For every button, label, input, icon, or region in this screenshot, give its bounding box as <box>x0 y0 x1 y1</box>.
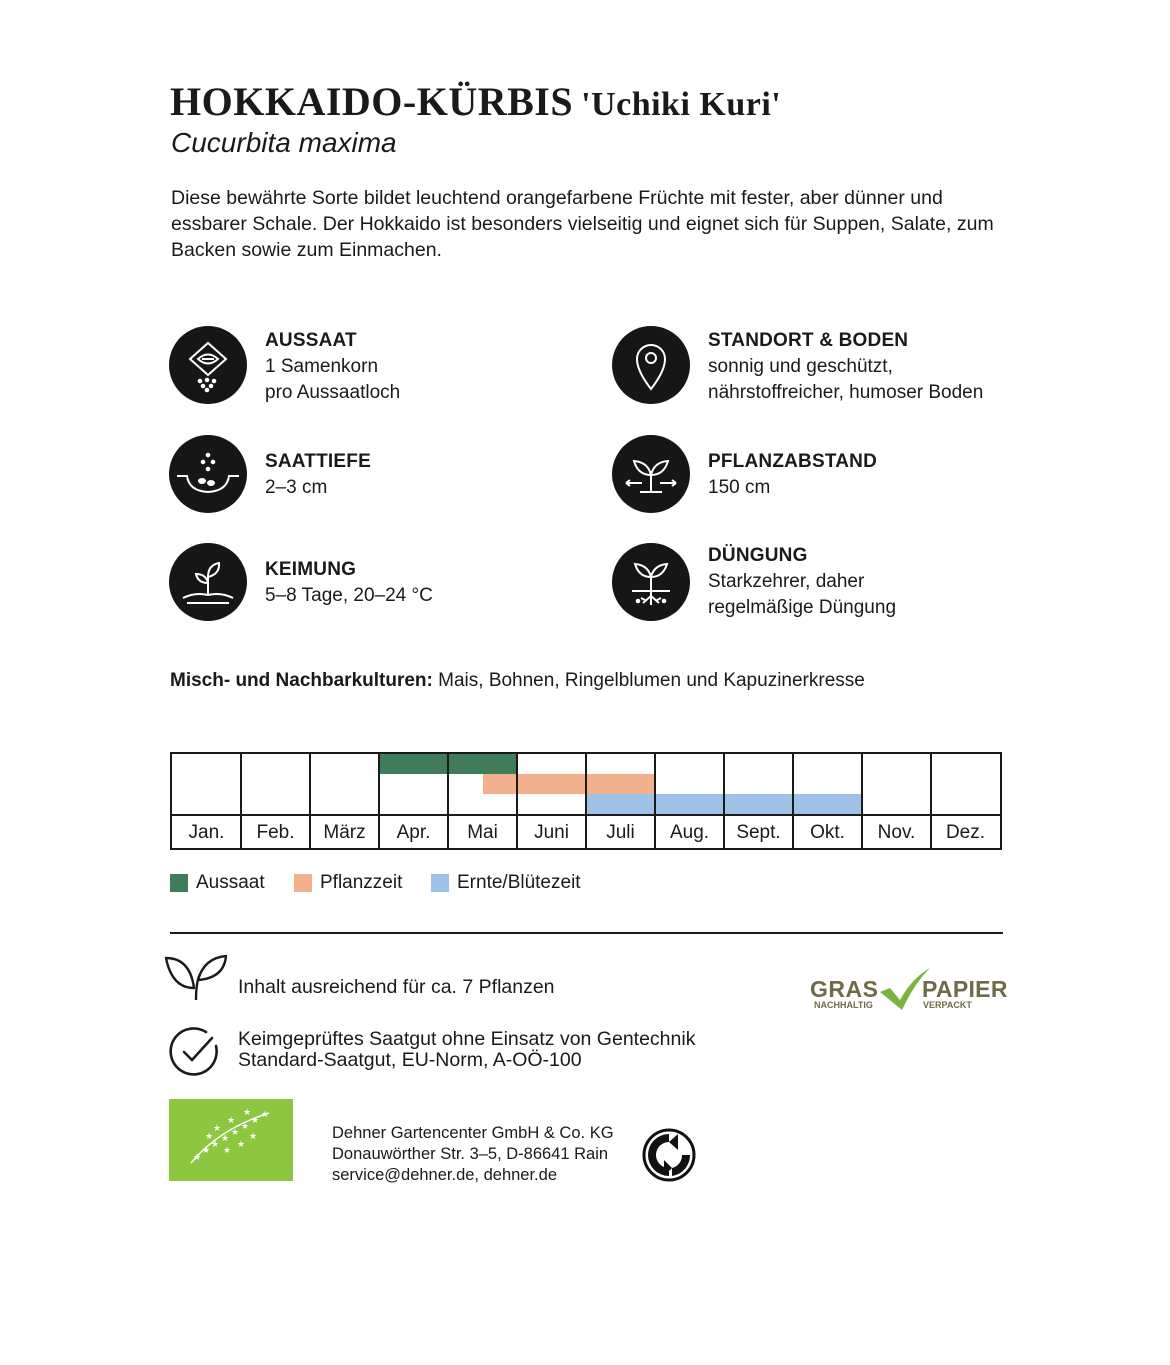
eu-organic-logo <box>169 1099 293 1181</box>
eu-star: ★ <box>249 1131 258 1141</box>
eu-star: ★ <box>241 1121 250 1131</box>
green-dot-recycling-icon <box>642 1128 696 1187</box>
eu-star: ★ <box>227 1115 236 1125</box>
saattiefe-heading: SAATTIEFE <box>265 451 371 472</box>
product-name: HOKKAIDO-KÜRBIS <box>170 79 574 124</box>
sprout-icon <box>169 543 247 621</box>
calendar-month-label: Aug. <box>669 822 710 843</box>
product-description: Diese bewährte Sorte bildet leuchtend orangefarbene Früchte mit fester, aber dünner und essbarer Schale. Der Hokkaido ist besonders vielseitig und eignet sich für Suppen, Salate, zum Backen sowie zum Einmachen. <box>171 187 994 261</box>
calendar-month-label: Mai <box>467 822 498 843</box>
calendar-month-label: Nov. <box>877 822 916 843</box>
eu-star: ★ <box>223 1145 232 1155</box>
legend-swatch-pflanzzeit <box>294 874 312 892</box>
cultivar-name: 'Uchiki Kuri' <box>581 86 782 123</box>
eu-star: ★ <box>193 1152 202 1162</box>
product-title <box>170 78 781 125</box>
aussaat-line1: 1 Samenkorn <box>265 356 379 377</box>
plant-spacing-icon <box>612 435 690 513</box>
keimung-line1: 5–8 Tage, 20–24 °C <box>265 585 433 606</box>
plant-roots-icon <box>612 543 690 621</box>
eu-star: ★ <box>237 1139 246 1149</box>
seed-depth-icon <box>169 435 247 513</box>
eu-star: ★ <box>211 1139 220 1149</box>
gras-logo-word2: PAPIER <box>922 976 1008 1002</box>
quality-note-1: Keimgeprüftes Saatgut ohne Einsatz von Gentechnik <box>238 1028 696 1050</box>
quality-note-2: Standard-Saatgut, EU-Norm, A-OÖ-100 <box>238 1049 582 1071</box>
eu-star: ★ <box>213 1123 222 1133</box>
info-standort <box>612 326 1032 406</box>
calendar-month-label: Feb. <box>256 822 295 843</box>
legend-label-pflanzzeit: Pflanzzeit <box>320 872 403 893</box>
duengung-line2: regelmäßige Düngung <box>708 597 897 618</box>
eu-star: ★ <box>243 1107 252 1117</box>
pflanzabstand-line1: 150 cm <box>708 477 771 498</box>
pflanzabstand-heading: PFLANZABSTAND <box>708 451 878 472</box>
aussaat-heading: AUSSAAT <box>265 330 357 351</box>
calendar-month-label: Sept. <box>736 822 781 843</box>
keimung-heading: KEIMUNG <box>265 559 357 580</box>
companion-label: Misch- und Nachbarkulturen: <box>170 670 433 691</box>
location-pin-icon <box>612 326 690 404</box>
aussaat-line2: pro Aussaatloch <box>265 382 401 403</box>
duengung-line1: Starkzehrer, daher <box>708 571 865 592</box>
calendar-month-label: Dez. <box>945 822 986 843</box>
divider-line <box>170 932 1003 934</box>
info-aussaat <box>169 326 589 406</box>
calendar-month-label: März <box>323 822 366 843</box>
eu-star: ★ <box>251 1115 260 1125</box>
info-keimung <box>169 543 589 623</box>
standort-line2: nährstoffreicher, humoser Boden <box>708 382 984 403</box>
checkmark-circle-icon <box>168 1025 222 1084</box>
calendar-bar-pflanzzeit <box>483 774 656 794</box>
gras-logo-sub1: NACHHALTIG <box>814 1000 873 1010</box>
calendar-month-label: Okt. <box>810 822 845 843</box>
standort-heading: STANDORT & BODEN <box>708 330 909 351</box>
calendar-month-label: Jan. <box>188 822 225 843</box>
saattiefe-line1: 2–3 cm <box>265 477 328 498</box>
latin-name: Cucurbita maxima <box>171 127 397 158</box>
eu-star: ★ <box>205 1131 214 1141</box>
calendar-month-label: Apr. <box>396 822 431 843</box>
standort-line1: sonnig und geschützt, <box>708 356 893 377</box>
company-line2: Donauwörther Str. 3–5, D-86641 Rain <box>332 1145 609 1163</box>
legend-swatch-ernte <box>431 874 449 892</box>
eu-star: ★ <box>221 1133 230 1143</box>
legend-label-ernte: Ernte/Blütezeit <box>457 872 581 893</box>
company-address <box>332 1123 614 1186</box>
sowing-calendar <box>170 752 1002 850</box>
company-line3: service@dehner.de, dehner.de <box>332 1166 557 1184</box>
gras-logo-word1: GRAS <box>810 976 879 1002</box>
eu-star: ★ <box>202 1145 211 1155</box>
seed-packet-icon <box>169 326 247 404</box>
gras-logo-sub2: VERPACKT <box>923 1000 972 1010</box>
content-note: Inhalt ausreichend für ca. 7 Pflanzen <box>238 976 555 998</box>
duengung-heading: DÜNGUNG <box>708 545 808 566</box>
leaves-icon <box>164 952 228 1009</box>
info-pflanzabstand <box>612 435 1032 515</box>
companion-crops <box>170 670 865 692</box>
legend-swatch-aussaat <box>170 874 188 892</box>
gras-papier-logo <box>808 966 1008 1016</box>
calendar-month-label: Juni <box>534 822 569 843</box>
eu-star: ★ <box>261 1109 270 1119</box>
company-line1: Dehner Gartencenter GmbH & Co. KG <box>332 1124 614 1142</box>
info-duengung <box>612 543 1032 623</box>
eu-star: ★ <box>231 1127 240 1137</box>
legend-label-aussaat: Aussaat <box>196 872 265 893</box>
info-saattiefe <box>169 435 589 515</box>
companion-value: Mais, Bohnen, Ringelblumen und Kapuzinerkresse <box>438 670 865 691</box>
calendar-month-label: Juli <box>606 822 635 843</box>
